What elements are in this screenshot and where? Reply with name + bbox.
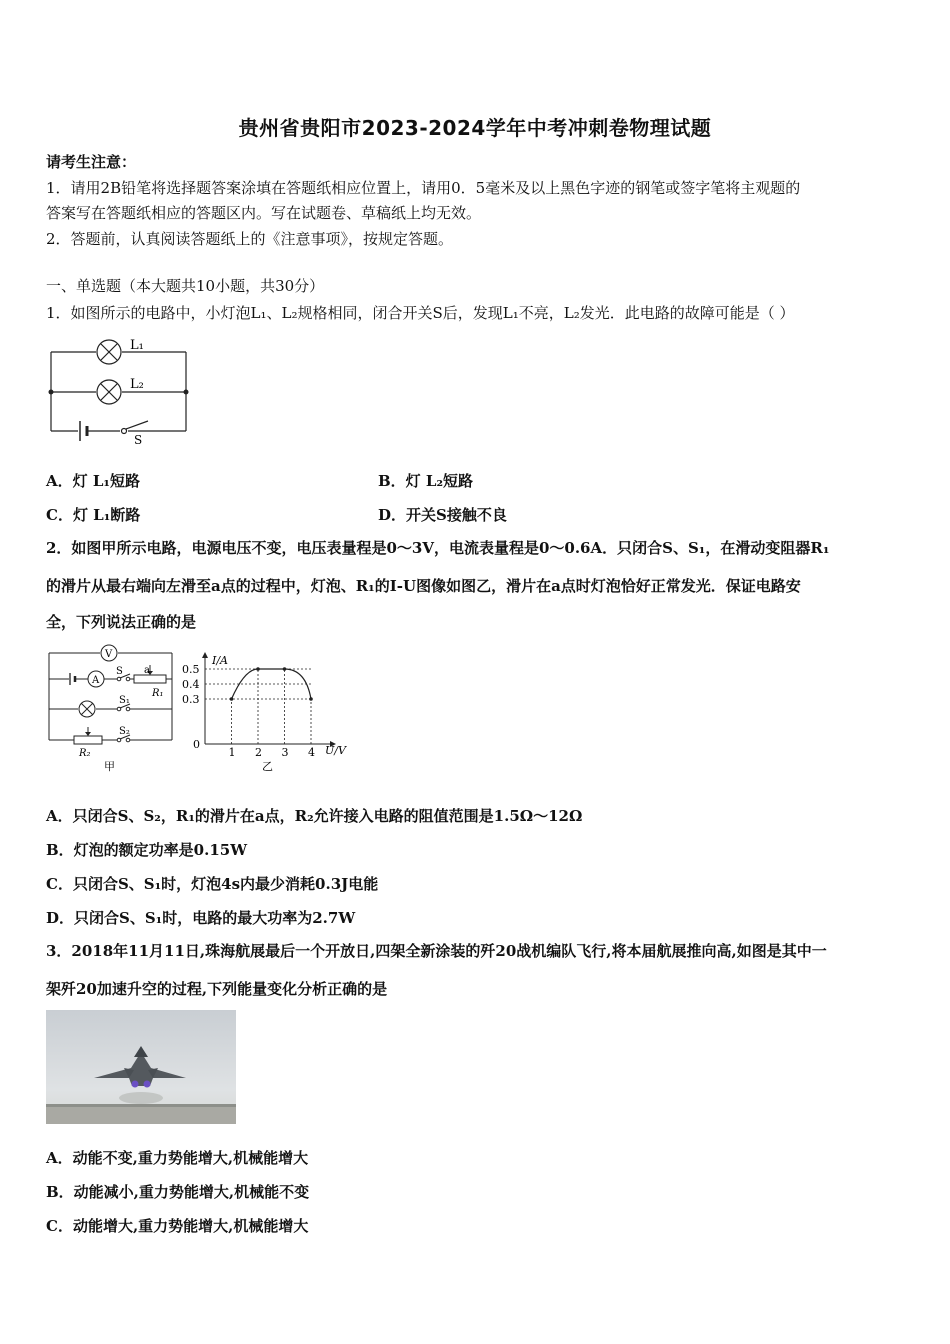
q3-option-a[interactable]: A．动能不变,重力势能增大,机械能增大 — [46, 1149, 309, 1167]
lamp-icon — [79, 701, 95, 717]
chart-xlabel: U/V — [325, 744, 346, 757]
y-tick-label-2: 0.3 — [182, 693, 200, 706]
q3-jet-photo — [46, 1010, 236, 1124]
q2-label-s2: S₂ — [119, 726, 130, 737]
q2-option-a[interactable]: A．只闭合S、S₂，R₁的滑片在a点，R₂允许接入电路的阻值范围是1.5Ω～12Ω — [46, 807, 583, 825]
y-tick-label-0: 0.5 — [182, 663, 200, 676]
q2-option-c[interactable]: C．只闭合S、S₁时，灯泡4s内最少消耗0.3J电能 — [46, 875, 379, 893]
q2-label-r2: R₂ — [79, 748, 91, 759]
switch-icon — [122, 421, 149, 434]
q1-label-l1: L₁ — [130, 338, 144, 353]
q2-stem-1: 2．如图甲所示电路，电源电压不变，电压表量程是0～3V，电流表量程是0～0.6A．只闭合S、S₁，在滑动变阻器R₁ — [46, 539, 830, 557]
x-tick-label-1: 2 — [255, 746, 262, 759]
q2-label-r1: R₁ — [152, 688, 164, 699]
q2-label-a-point: a — [144, 665, 150, 676]
q2-label-s: S — [116, 666, 123, 677]
x-tick-label-2: 3 — [281, 746, 289, 759]
lamp-l1-icon — [97, 340, 121, 364]
q2-voltmeter-label: V — [105, 649, 113, 660]
chart-origin: 0 — [193, 738, 200, 751]
q1-label-s: S — [134, 433, 143, 445]
series-1-point-3 — [309, 697, 313, 701]
section-heading: 一、单选题（本大题共10小题，共30分） — [46, 277, 325, 295]
q1-option-c[interactable]: C．灯 L₁断路 — [46, 506, 141, 524]
q2-label-s1: S₁ — [119, 695, 130, 706]
q3-stem-1: 3．2018年11月11日,珠海航展最后一个开放日,四架全新涂装的歼20战机编队飞行,将本届航展推向高,如图是其中一 — [46, 942, 827, 960]
q1-option-a[interactable]: A．灯 L₁短路 — [46, 472, 140, 490]
notice-line-1b: 答案写在答题纸相应的答题区内。写在试题卷、草稿纸上均无效。 — [46, 204, 482, 222]
q2-option-b[interactable]: B．灯泡的额定功率是0.15W — [46, 841, 248, 859]
q2-option-d[interactable]: D．只闭合S、S₁时，电路的最大功率为2.7W — [46, 909, 356, 927]
y-tick-label-1: 0.4 — [182, 678, 200, 691]
q1-stem: 1．如图所示的电路中，小灯泡L₁、L₂规格相同，闭合开关S后，发现L₁不亮，L₂发光．此电路的故障可能是（ ） — [46, 304, 795, 322]
q1-option-b[interactable]: B．灯 L₂短路 — [378, 472, 474, 490]
battery-icon — [80, 421, 87, 441]
x-tick-label-3: 4 — [308, 746, 315, 759]
x-tick-label-0: 1 — [228, 746, 236, 759]
series-0-point-2 — [256, 667, 260, 671]
notice-line-2: 2．答题前，认真阅读答题纸上的《注意事项》，按规定答题。 — [46, 230, 454, 248]
voltmeter-icon — [101, 645, 117, 661]
q2-ammeter-label: A — [92, 675, 100, 686]
chart-title: 乙 — [262, 760, 273, 773]
q2-stem-3: 全，下列说法正确的是 — [46, 613, 197, 631]
chart-ylabel: I/A — [212, 654, 228, 667]
q3-option-b[interactable]: B．动能减小,重力势能增大,机械能不变 — [46, 1183, 310, 1201]
lamp-l2-icon — [97, 380, 121, 404]
ammeter-icon — [88, 671, 104, 687]
page-title: 贵州省贵阳市2023-2024学年中考冲刺卷物理试题 — [238, 116, 712, 140]
series-0-point-0 — [230, 697, 234, 701]
notice-line-1a: 1．请用2B铅笔将选择题答案涂填在答题纸相应位置上，请用0．5毫米及以上黑色字迹的钢笔或签字笔将主观题的 — [46, 179, 801, 197]
q1-circuit-diagram — [46, 335, 196, 445]
q1-option-d[interactable]: D．开关S接触不良 — [378, 506, 507, 524]
q2-iu-graph — [180, 650, 355, 776]
q1-label-l2: L₂ — [130, 377, 144, 392]
q2-stem-2: 的滑片从最右端向左滑至a点的过程中，灯泡、R₁的I-U图像如图乙，滑片在a点时灯泡恰好正常发光．保证电路安 — [46, 577, 801, 595]
q2-circuit-diagram — [44, 643, 179, 776]
q3-option-c[interactable]: C．动能增大,重力势能增大,机械能增大 — [46, 1217, 309, 1235]
q2-caption-jia: 甲 — [104, 760, 115, 773]
q3-stem-2: 架歼20加速升空的过程,下列能量变化分析正确的是 — [46, 980, 388, 998]
notice-heading: 请考生注意： — [46, 153, 137, 171]
